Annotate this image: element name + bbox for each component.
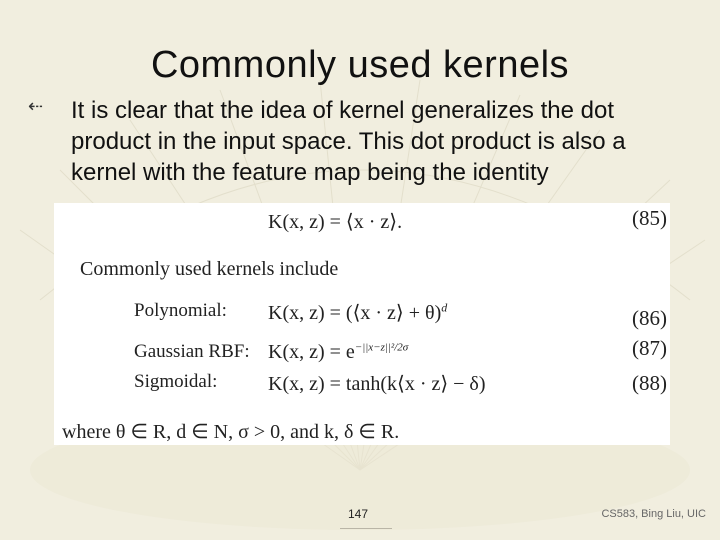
formula-image [54,203,670,445]
slide-title: Commonly used kernels [150,44,570,86]
equation-number: (88) [632,371,667,395]
page-number-rule [340,528,392,529]
kernel-name: Polynomial: [134,300,227,321]
kernel-name: Gaussian RBF: [134,341,250,362]
equation-number: (86) [632,306,667,330]
linear-kernel-formula: K(x, z) = ⟨x · z⟩. [268,211,403,233]
kernels-intro: Commonly used kernels include [80,258,339,280]
kernel-formula: K(x, z) = tanh(k⟨x · z⟩ − δ) [268,373,486,395]
arrow-left-icon: ⇠ [28,96,44,116]
kernel-formula: K(x, $z) = e^{-||x-z||^2/2\sigma}$ [268,341,409,363]
equation-number: (87) [632,336,667,360]
bullet-text: It is clear that the idea of kernel generalizes the dot product in the input space. This dot product is also a kernel with the feature map being the identity [71,97,626,186]
kernel-formula: K(x, z) = (⟨x · z⟩ + θ)$^d$ [268,300,448,324]
kernel-name: Sigmoidal: [134,371,218,392]
footer-credit: CS583, Bing Liu, UIC [601,508,706,520]
equation-number: (85) [632,206,667,230]
page-number: 147 [348,507,369,521]
where-clause: where θ ∈ R, d ∈ N, σ > 0, and k, δ ∈ R. [62,421,400,443]
